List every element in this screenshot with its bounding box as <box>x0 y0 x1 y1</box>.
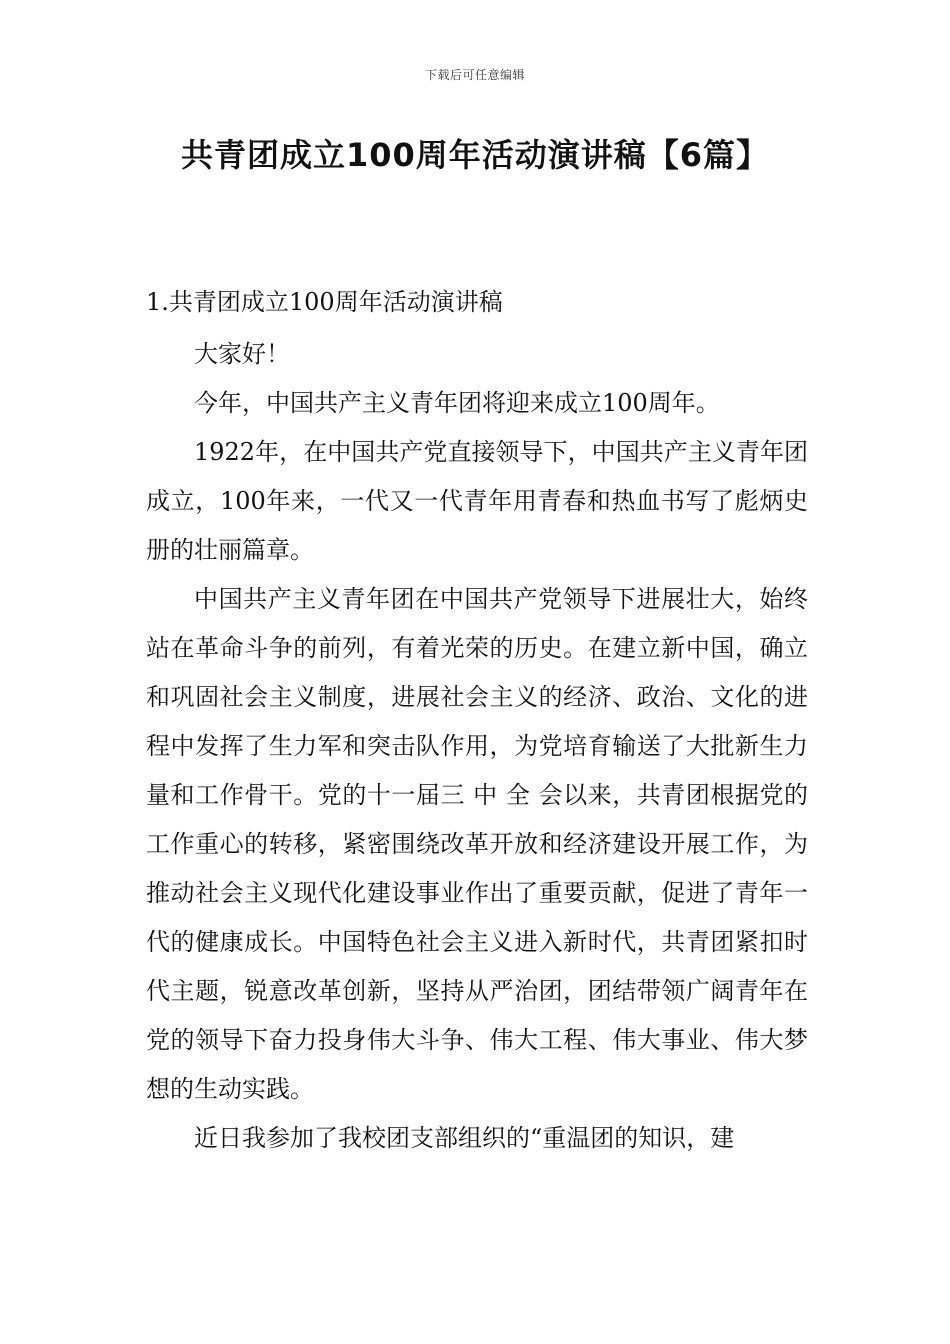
section-heading: 1.共青团成立100周年活动演讲稿 <box>146 288 503 316</box>
paragraph-history: 1922年，在中国共产党直接领导下，中国共产主义青年团成立，100年来，一代又一代青年用青春和热血书写了彪炳史册的壮丽篇章。 <box>146 438 808 564</box>
paragraph-activity: 近日我参加了我校团支部组织的“重温团的知识，建 <box>194 1124 735 1152</box>
paragraph-achievements: 中国共产主义青年团在中国共产党领导下进展壮大，始终站在革命斗争的前列，有着光荣的历史。在建立新中国，确立和巩固社会主义制度，进展社会主义的经济、政治、文化的进程中发挥了生力军和突击队作用，为党培育输送了大批新生力量和工作骨干。党的十一届三 中 全 会以来，共青团根据党的工作重心的转移，紧密围绕改革开放和经济建设开展工作，为推动社会主义现代化建设事业作出了重要贡献，促进了青年一代的健康成长。中国特色社会主义进入新时代，共青团紧扣时代主题，锐意改革创新，坚持从严治团，团结带领广阔青年在党的领导下奋力投身伟大斗争、伟大工程、伟大事业、伟大梦想的生动实践。 <box>146 585 808 1103</box>
header-note: 下载后可任意编辑 <box>424 68 525 82</box>
paragraph-intro: 今年，中国共产主义青年团将迎来成立100周年。 <box>194 389 720 417</box>
document-body <box>146 330 808 1163</box>
document-title: 共青团成立100周年活动演讲稿【6篇】 <box>180 136 770 174</box>
paragraph-greeting: 大家好！ <box>194 340 290 368</box>
